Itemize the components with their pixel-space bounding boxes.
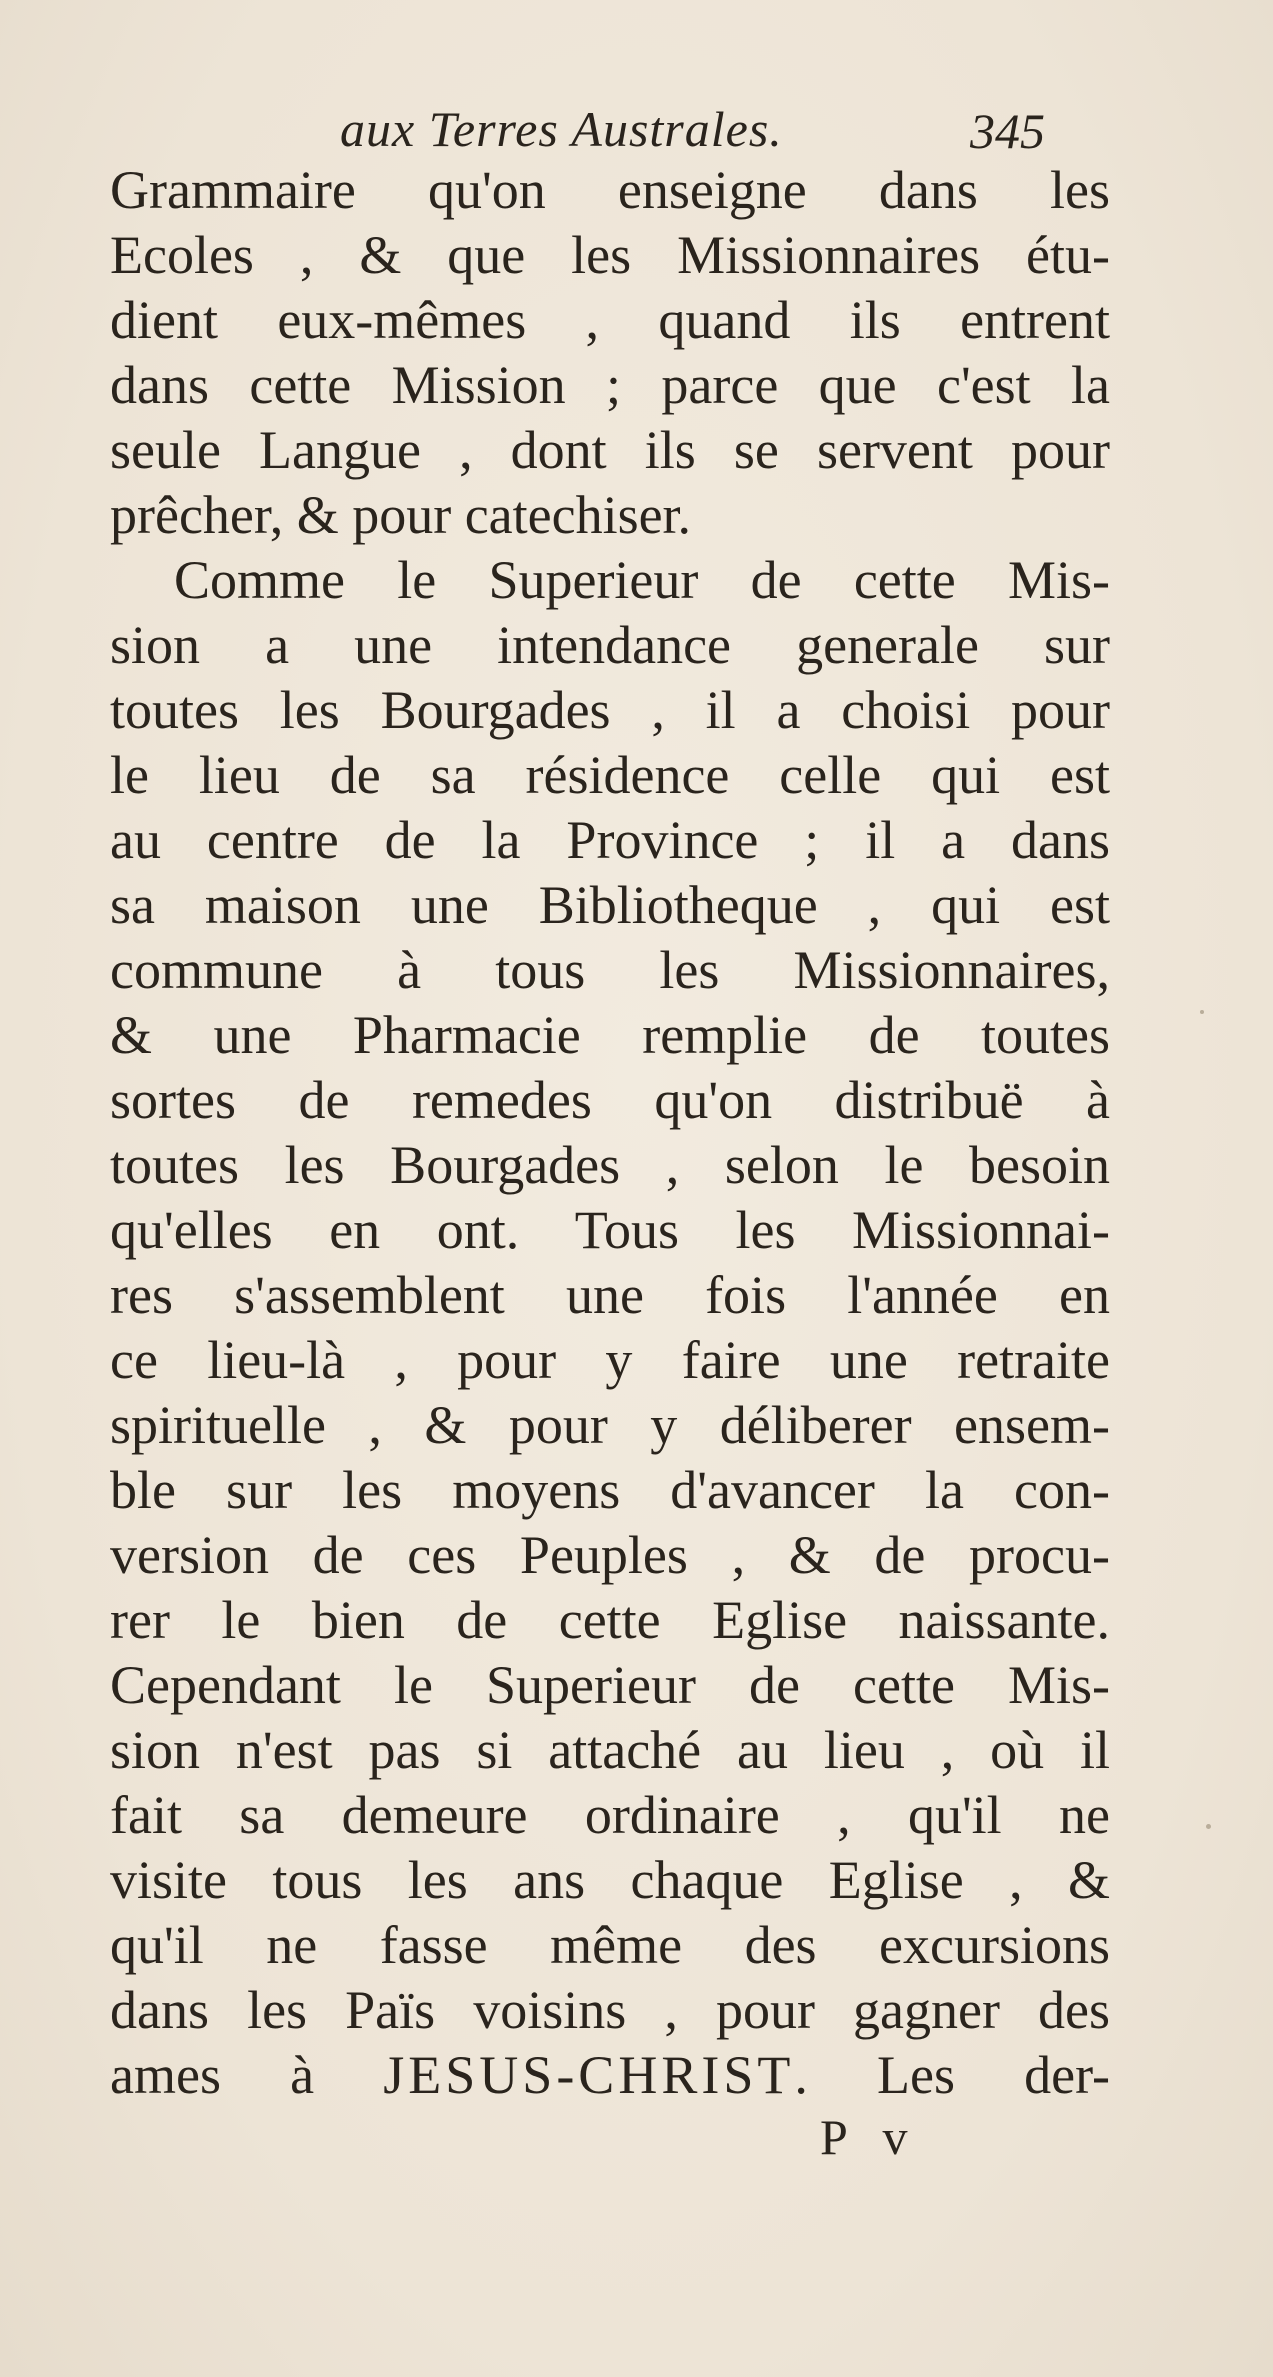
- text-line: qu'il ne fasse même des excursions: [110, 1915, 1110, 1975]
- text-line: seule Langue , dont ils se servent pour: [110, 420, 1110, 480]
- text-line: toutes les Bourgades , il a choisi pour: [110, 680, 1110, 740]
- text-line: le lieu de sa résidence celle qui est: [110, 745, 1110, 805]
- running-head: aux Terres Australes.: [340, 101, 783, 157]
- signature-mark: P v: [820, 2109, 920, 2165]
- text-line: toutes les Bourgades , selon le besoin: [110, 1135, 1110, 1195]
- text-line: dans cette Mission ; parce que c'est la: [110, 355, 1110, 415]
- text-line: Cependant le Superieur de cette Mis-: [110, 1655, 1110, 1715]
- text-line: commune à tous les Missionnaires,: [110, 940, 1110, 1000]
- text-line: res s'assemblent une fois l'année en: [110, 1265, 1110, 1325]
- text-line: dans les Païs voisins , pour gagner des: [110, 1980, 1110, 2040]
- last-text-line: [110, 2043, 1110, 2108]
- text-line: fait sa demeure ordinaire , qu'il ne: [110, 1785, 1110, 1845]
- text-line: dient eux-mêmes , quand ils entrent: [110, 290, 1110, 350]
- text-line: sion n'est pas si attaché au lieu , où il: [110, 1720, 1110, 1780]
- text-line: & une Pharmacie remplie de toutes: [110, 1005, 1110, 1065]
- text-line: Grammaire qu'on enseigne dans les: [110, 160, 1110, 220]
- text-line: au centre de la Province ; il a dans: [110, 810, 1110, 870]
- text-line: sortes de remedes qu'on distribuë à: [110, 1070, 1110, 1130]
- paper-speck: [1206, 1824, 1211, 1829]
- text-line: ble sur les moyens d'avancer la con-: [110, 1460, 1110, 1520]
- text-line: visite tous les ans chaque Eglise , &: [110, 1850, 1110, 1910]
- text-line: ce lieu-là , pour y faire une retraite: [110, 1330, 1110, 1390]
- text-line: rer le bien de cette Eglise naissante.: [110, 1590, 1110, 1650]
- jesus-christ-smallcaps: JESUS-CHRIST: [383, 2045, 795, 2105]
- text-line: qu'elles en ont. Tous les Missionnai-: [110, 1200, 1110, 1260]
- text-line: version de ces Peuples , & de procu-: [110, 1525, 1110, 1585]
- text-line: sa maison une Bibliotheque , qui est: [110, 875, 1110, 935]
- text-line: prêcher, & pour catechiser.: [110, 485, 692, 545]
- last-line-after: . Les der-: [794, 2045, 1110, 2105]
- text-line: sion a une intendance generale sur: [110, 615, 1110, 675]
- last-line-before: ames à: [110, 2045, 384, 2105]
- text-line: Ecoles , & que les Missionnaires étu-: [110, 225, 1110, 285]
- text-line: spirituelle , & pour y déliberer ensem-: [110, 1395, 1110, 1455]
- paper-speck: [1200, 1010, 1204, 1014]
- page-number: 345: [970, 103, 1045, 159]
- body-text: [110, 158, 1110, 2108]
- paragraph-start-line: Comme le Superieur de cette Mis-: [174, 550, 1110, 610]
